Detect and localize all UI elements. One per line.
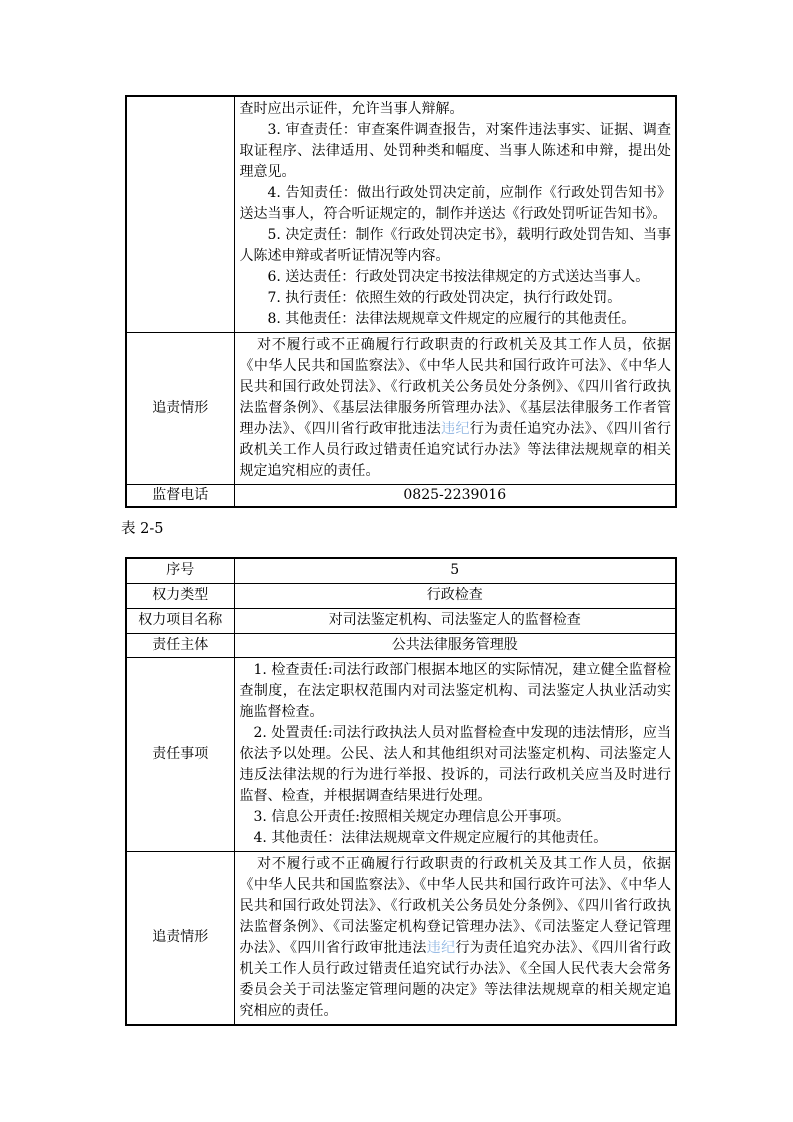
empty-label-cell [126,96,234,333]
table-row [126,583,676,608]
table-row [126,851,676,1025]
accountability-cell [234,333,676,485]
phone-number-cell: 0825-2239016 [234,485,676,508]
accountability-label: 追责情形 [126,333,234,485]
paragraph: 查时应出示证件，允许当事人辩解。 [239,101,464,117]
serial-label: 序号 [126,558,234,583]
highlighted-term: 违纪 [441,421,470,437]
table-row [126,333,676,485]
table-row [126,558,676,583]
paragraph [240,854,672,1022]
accountability-text-after: 行为责任追究办法》、《四川省行政机关工作人员行政过错责任追究试行办法》等法律法规规章的相关规定追究相应的责任。 [239,421,672,479]
power-item-value-cell: 对司法鉴定机构、司法鉴定人的监督检查 [234,608,676,633]
responsibility-table-continued [125,95,677,508]
table-caption: 表 2-5 [121,521,164,537]
paragraph: 1. 检查责任:司法行政部门根据本地区的实际情况，建立健全监督检查制度，在法定职权范围内对司法鉴定机构、司法鉴定人执业活动实施监督检查。 [239,661,671,720]
duty-continuation-cell [234,96,676,333]
paragraph: 3. 审查责任：审查案件调查报告，对案件违法事实、证据、调查取证程序、法律适用、处罚种类和幅度、当事人陈述和申辩，提出处理意见。 [239,122,671,180]
accountability-cell [234,851,676,1025]
paragraph: 4. 告知责任：做出行政处罚决定前，应制作《行政处罚告知书》送达当事人，符合听证规定的，制作并送达《行政处罚听证告知书》。 [239,185,671,222]
accountability-text-before: 对不履行或不正确履行行政职责的行政机关及其工作人员，依据《中华人民共和国监察法》、《中华人民共和国行政许可法》、《中华人民共和国行政处罚法》、《行政机关公务员处分条例》、《四川省行政执法监督条例》、《基层法律服务所管理办法》、《基层法律服务工作者管理办法》、《四川省行政审批违法 [239,337,671,437]
paragraph: 2. 处置责任:司法行政执法人员对监督检查中发现的违法情形，应当依法予以处理。公民、法人和其他组织对司法鉴定机构、司法鉴定人违反法律法规的行为进行举报、投诉的，司法行政机关应当及时进行监督、检查，并根据调查结果进行处理。 [239,724,671,804]
table-row [126,96,676,333]
paragraph [240,335,672,482]
paragraph: 3. 信息公开责任:按照相关规定办理信息公开事项。 [253,808,571,825]
responsibility-table-2-5 [125,557,677,1026]
paragraph: 7. 执行责任：依照生效的行政处罚决定，执行行政处罚。 [267,290,622,306]
duties-cell [234,657,676,851]
paragraph: 4. 其他责任：法律法规规章文件规定应履行的其他责任。 [253,829,608,846]
table-row [126,485,676,508]
power-type-value-cell: 行政检查 [234,583,676,608]
power-item-label: 权力项目名称 [126,608,234,633]
table-row [126,608,676,633]
phone-label: 监督电话 [126,485,234,508]
table-row [126,657,676,851]
accountability-label: 追责情形 [126,851,234,1025]
duties-label: 责任事项 [126,657,234,851]
responsible-body-label: 责任主体 [126,633,234,657]
paragraph: 6. 送达责任：行政处罚决定书按法律规定的方式送达当事人。 [267,269,650,285]
accountability-text-after: 行为责任追究办法》、《四川省行政机关工作人员行政过错责任追究试行办法》、《全国人民代表大会常务委员会关于司法鉴定管理问题的决定》等法律法规规章的相关规定追究相应的责任。 [239,939,672,1019]
paragraph: 5. 决定责任：制作《行政处罚决定书》，载明行政处罚告知、当事人陈述申辩或者听证情况等内容。 [239,227,671,264]
highlighted-term: 违纪 [426,939,456,956]
accountability-text-before: 对不履行或不正确履行行政职责的行政机关及其工作人员，依据《中华人民共和国监察法》、《中华人民共和国行政许可法》、《中华人民共和国行政处罚法》、《行政机关公务员处分条例》、《四川省行政执法监督条例》、《司法鉴定机构登记管理办法》、《司法鉴定人登记管理办法》、《四川省行政审批违法 [239,855,671,956]
serial-value-cell: 5 [234,558,676,583]
table-row [126,633,676,657]
power-type-label: 权力类型 [126,583,234,608]
paragraph: 8. 其他责任：法律法规规章文件规定的应履行的其他责任。 [267,311,636,327]
responsible-body-value-cell: 公共法律服务管理股 [234,633,676,657]
